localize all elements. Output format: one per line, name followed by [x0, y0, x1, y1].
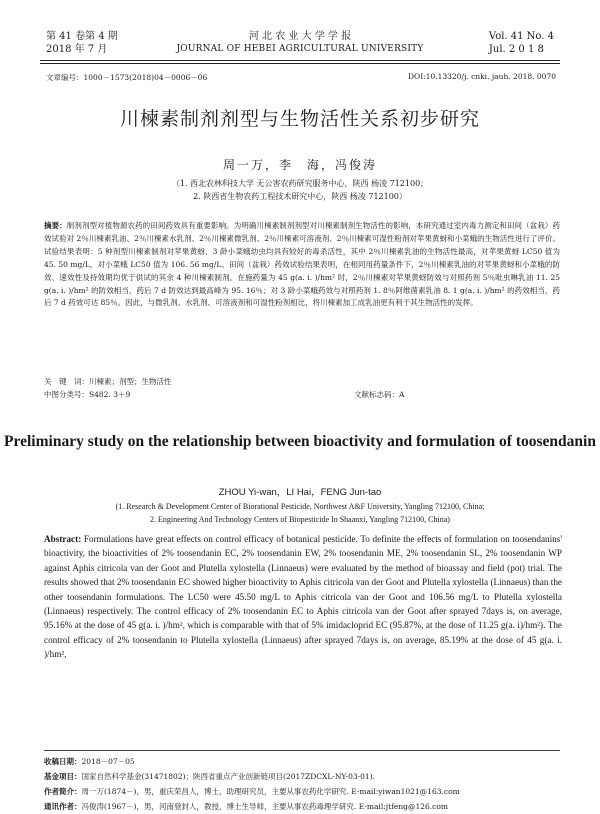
corresponding-label: 通讯作者：: [44, 802, 82, 811]
authors-en: ZHOU Yi-wan，LI Hai，FENG Jun-tao: [218, 487, 382, 498]
clc-number: 中图分类号：S482. 3＋9: [44, 390, 131, 399]
running-header-right: [489, 30, 554, 56]
authors-cn: 周一万，李 海，冯俊涛: [222, 158, 377, 172]
title-en: Preliminary study on the relationship between bioactivity and formulation of toosendanin: [4, 433, 596, 450]
keywords-cn: 关 键 词：川楝素；剂型；生物活性: [44, 377, 172, 386]
footnote-rule: [44, 750, 560, 751]
received-label: 收稿日期：: [44, 757, 82, 766]
fund-label: 基金项目：: [44, 772, 82, 781]
volume-issue-en: Vol. 41 No. 4: [488, 31, 554, 42]
abstract-cn-text: 制剂剂型对植物源农药的田间药效具有重要影响。为明确川楝素制剂剂型对川楝素制剂生物活性的影响，本研究通过室内毒力测定和田间（盆栽）药效试验对 2％川楝素乳油、2％川楝素水乳剂、2％川楝素微乳剂、2％川楝素可溶液剂、2％川楝素可湿性粉剂对苹果黄蚜和小菜蛾的生物活性进行了评价。试验结果表明：5 种剂型川楝素制剂对苹果黄蚜、3 龄小菜蛾幼虫均具有较好的毒杀活性，其中 2％川楝素乳油的生物活性最高，对苹果黄蚜 LC50 值为 45. 50 mg/L，对小菜蛾 LC50 值为 106. 56 mg/L。田间（盆栽）药效试验结果表明，在相同用药量条件下，2％川楝素乳油的对苹果黄蚜和小菜蛾的防效、速效性及持效期均优于供试的其余 4 种川楝素制剂。在施药量为 45 g(a. i. )/hm² 时，2％川楝素对苹果黄蚜防效与对照药剂 5％吡虫啉乳油 11. 25 g(a. i. )/hm² 的防效相当，药后 7 d 防效达到最高峰为 95. 16％；对 3 龄小菜蛾药效与对照药剂 1. 8％阿维菌素乳油 8. 1 g(a. i. )/hm² 的药效相当，药后 7 d 药效可达 85％。因此，与微乳剂、水乳剂、可溶液剂和可湿性粉剂相比，将川楝素加工成乳油更有利于其生物活性的发挥。: [44, 221, 561, 308]
affiliation-en-1: (1. Research & Development Center of Biorational Pesticide, Northwest A&F University, Yangling 712100, China;: [115, 502, 485, 511]
fund-info: [44, 769, 560, 784]
abstract-cn: [44, 220, 560, 310]
abstract-en: [44, 532, 562, 662]
doi: DOI:10.13320/j. cnki. jauh. 2018. 0070: [408, 72, 556, 81]
document-code: 文献标志码：A: [354, 390, 405, 399]
author-bio: [44, 784, 560, 799]
journal-name-cn: 河 北 农 业 大 学 学 报: [248, 31, 352, 42]
corresponding-value: 冯俊涛(1967－)，男，河南登封人，教授，博士生导师，主要从事农药毒理学研究. E-mail:jtfeng@126.com: [81, 802, 448, 811]
abstract-cn-label: 摘要：: [44, 221, 67, 230]
date-cn: 2018 年 7 月: [46, 44, 108, 55]
abstract-en-text: Formulations have great effects on control efficacy of botanical pesticide. To definite the effects of formulation on toosendanins' bioactivity, the bioactivities of 2% toosendanin EC, 2% toosendanin EW, 2% toosendanin ME, 2% toosendanin SL, 2% toosendanin WP against Aphis citricola van der Goot and Plutella xylostella (Linnaeus) were evaluated by the method of bioassay and field (pot) trial. The results showed that 2% toosendanin EC showed higher bioactivity to Aphis citricola van der Goot and Plutella xylostella (Linnaeus) than the other toosendanin formulations. The LC50 were 45.50 mg/L to Aphis citricola van der Goot and 106.56 mg/L to Plutella xylostella (Linnaeus) respectively. The control efficacy of 2% toosendanin EC to Aphis citricola van der Goot after sprayed 7days is, on average, 95.16% at the dose of 45 g(a. i. )/hm², which is comparable with that of 5% imidacloprid EC (95.87%, at the dose of 11.25 g(a. i)/hm²). The control efficacy of 2% toosendanin to Plutella xylostella (Linnaeus) after sprayed 7days is, on average, 85.19% at the dose of 45 g(a. i. )/hm²,: [44, 534, 563, 660]
footnotes: [44, 754, 560, 814]
running-header-center: [150, 30, 450, 56]
received-value: 2018－07－05: [81, 757, 135, 766]
article-meta: [46, 72, 556, 83]
classification-line: [44, 388, 560, 401]
affiliation-en-2: 2. Engineering And Technology Centers of Biopesticide In Shaanxi, Yangling 712100, China): [150, 515, 450, 524]
abstract-en-label: Abstract:: [44, 534, 82, 544]
affiliation-cn-2: 2. 陕西省生物农药工程技术研究中心，陕西 杨凌 712100）: [193, 192, 407, 201]
author-bio-label: 作者简介：: [44, 787, 82, 796]
journal-name-en: JOURNAL OF HEBEI AGRICULTURAL UNIVERSITY: [176, 44, 424, 54]
corresponding-author: [44, 799, 560, 814]
volume-issue-cn: 第 41 卷第 4 期: [46, 31, 118, 42]
received-date: [44, 754, 560, 769]
header-rule: [40, 60, 560, 61]
date-en: Jul. 2 0 1 8: [488, 44, 544, 55]
running-header-left: [46, 30, 118, 56]
title-cn: 川楝素制剂剂型与生物活性关系初步研究: [119, 108, 480, 130]
affiliation-cn-1: （1. 西北农林科技大学 无公害农药研究服务中心，陕西 杨凌 712100；: [171, 179, 429, 188]
fund-value: 国家自然科学基金(31471802)；陕西省重点产业创新链项目(2017ZDCXL-NY-03-01).: [81, 772, 376, 781]
article-number: 文章编号：1000－1573(2018)04－0006－06: [46, 73, 208, 82]
author-bio-value: 周一万(1874－)，男，重庆荣昌人，博士，助理研究员，主要从事农药化学研究. E-mail:yiwan1021@163.com: [81, 787, 460, 796]
header-rule-thin: [40, 63, 560, 64]
